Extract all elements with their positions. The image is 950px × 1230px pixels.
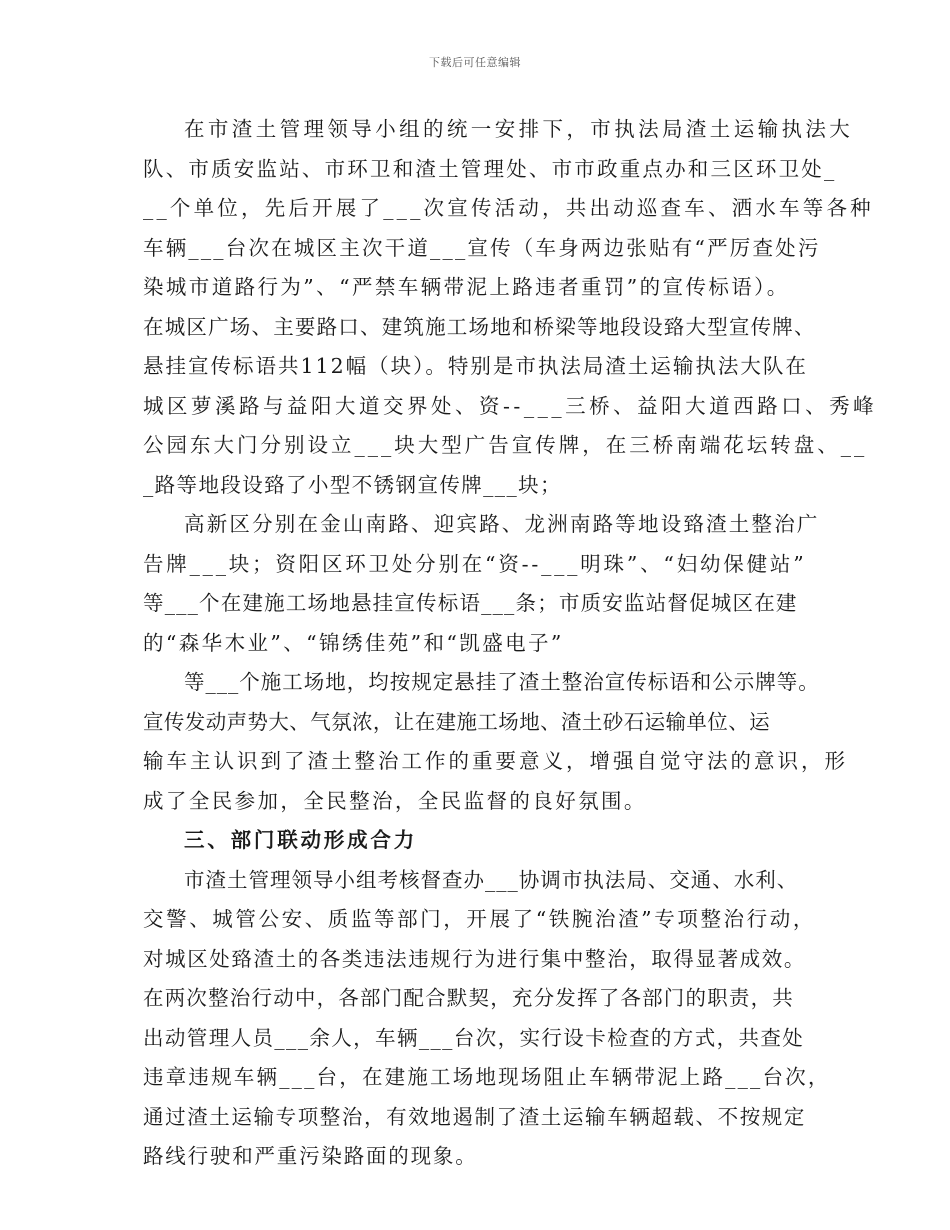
text-line: 输车主认识到了渣土整治工作的重要意义，增强自觉守法的意识，形 (143, 749, 848, 773)
text-line: 高新区分别在金山南路、迎宾路、龙洲南路等地设臵渣土整治广 (184, 512, 820, 536)
section-heading: 三、部门联动形成合力 (184, 828, 417, 852)
text-line: 路线行驶和严重污染路面的现象。 (143, 1144, 478, 1168)
text-line: 通过渣土运输专项整治，有效地遏制了渣土运输车辆超载、不按规定 (143, 1104, 806, 1129)
text-line: 公园东大门分别设立___块大型广告宣传牌，在三桥南端花坛转盘、__ (143, 433, 868, 457)
text-line: 在城区广场、主要路口、建筑施工场地和桥梁等地段设臵大型宣传牌、 (143, 314, 816, 339)
text-line: 在市渣土管理领导小组的统一安排下，市执法局渣土运输执法大 (184, 117, 854, 141)
text-line: 出动管理人员___余人，车辆___台次，实行设卡检查的方式，共查处 (143, 1025, 805, 1050)
text-line: 等___个在建施工场地悬挂宣传标语___条；市质安监站督促城区在建 (143, 591, 798, 615)
text-line: 宣传发动声势大、气氛浓，让在建施工场地、渣土砂石运输单位、运 (143, 709, 770, 734)
text-line: 对城区处臵渣土的各类违法违规行为进行集中整治，取得显著成效。 (143, 946, 806, 971)
text-line: 城区萝溪路与益阳大道交界处、资--___三桥、益阳大道西路口、秀峰 (143, 393, 878, 418)
text-line: 在两次整治行动中，各部门配合默契，充分发挥了各部门的职责，共 (143, 986, 794, 1010)
text-line: 告牌___块；资阳区环卫处分别在“资--___明珠”、“妇幼保健站” (143, 551, 807, 576)
text-line: 车辆___台次在城区主次干道___宣传（车身两边张贴有“严厉查处污 (143, 235, 821, 260)
page-header-note: 下载后可任意编辑 (429, 56, 521, 69)
text-line: __个单位，先后开展了___次宣传活动，共出动巡查车、洒水车等各种 (143, 196, 874, 220)
text-line: 悬挂宣传标语共112幅（块）。特别是市执法局渣土运输执法大队在 (143, 354, 808, 378)
text-line: 等___个施工场地，均按规定悬挂了渣土整治宣传标语和公示牌等。 (184, 670, 820, 694)
text-line: 成了全民参加，全民整治，全民监督的良好氛围。 (143, 788, 647, 813)
text-line: 染城市道路行为”、“严禁车辆带泥上路违者重罚”的宣传标语）。 (143, 275, 790, 299)
text-line: 的“森华木业”、“锦绣佳苑”和“凯盛电子” (143, 630, 564, 655)
text-line: 交警、城管公安、质监等部门，开展了“铁腕治渣”专项整治行动， (143, 907, 816, 931)
text-line: 队、市质安监站、市环卫和渣土管理处、市市政重点办和三区环卫处_ (143, 156, 837, 181)
text-line: 违章违规车辆___台，在建施工场地现场阻止车辆带泥上路___台次， (143, 1065, 831, 1089)
document-body (143, 110, 878, 1177)
text-line: _路等地段设臵了小型不锈钢宣传牌___块； (143, 472, 562, 497)
text-line: 市渣土管理领导小组考核督查办___协调市执法局、交通、水利、 (184, 867, 799, 892)
